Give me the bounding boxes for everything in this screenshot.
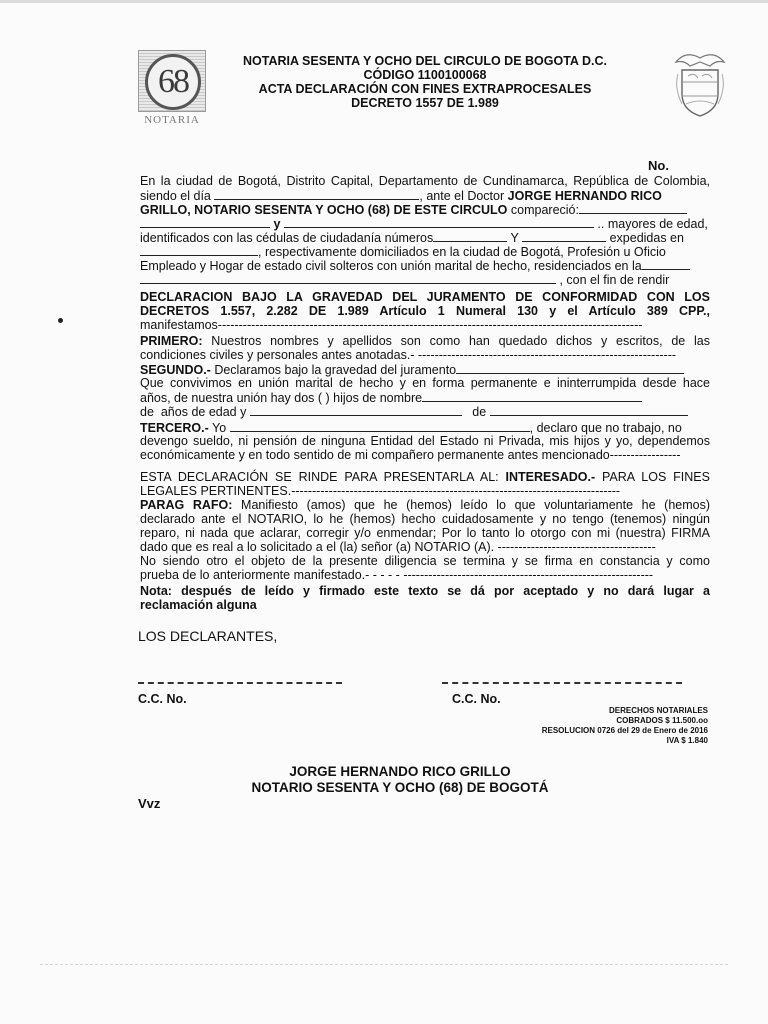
fees-block: DERECHOS NOTARIALES COBRADOS $ 11.500.oo RESOLUCION 0726 del 29 de Enero de 2016 IVA $ 1.840	[541, 706, 708, 745]
body-line: años, de nuestra unión hay dos ( ) hijos de nombre	[140, 390, 710, 405]
scan-speck	[58, 318, 63, 323]
declaration-line: DECRETOS 1.557, 2.282 DE 1.989 Artículo 1 Numeral 130 y el Artículo 389 CPP.,	[140, 304, 710, 318]
notary-name: JORGE HERNANDO RICO GRILLO	[289, 764, 511, 779]
header-line-1: NOTARIA SESENTA Y OCHO DEL CIRCULO DE BOGOTA D.C.	[243, 54, 607, 68]
body-line: Empleado y Hogar de estado civil solteros con unión marital de hecho, residenciados en la	[140, 258, 710, 273]
primero-line: PRIMERO: Nuestros nombres y apellidos son como han quedado dichos y escritos, de las	[140, 334, 710, 348]
tercero-line: TERCERO.- Yo , declaro que no trabajo, no	[140, 421, 682, 435]
body-line: identificados con las cédulas de ciudadanía números Y expedidas en	[140, 231, 684, 245]
body-line: No siendo otro el objeto de la presente diligencia se termina y se firma en constancia y como	[140, 554, 710, 568]
cc-label-left: C.C. No.	[138, 692, 187, 706]
body-line: En la ciudad de Bogotá, Distrito Capital, Departamento de Cundinamarca, República de Colombia,	[140, 174, 710, 188]
paragrafo-line: PARAG RAFO: Manifiesto (amos) que he (hemos) leído lo que voluntariamente he (hemos)	[140, 498, 710, 512]
body-line: condiciones civiles y personales antes anotadas.- --------------------------------------------------------------	[140, 348, 677, 362]
body-line: y .. mayores de edad,	[140, 216, 710, 231]
body-line: Que convivimos en unión marital de hecho y en forma permanente e ininterrumpida desde hace	[140, 376, 710, 390]
body-line: dado que es real a lo solicitado a el (la) señor (a) NOTARIO (A). --------------------------------------	[140, 540, 656, 554]
body-line: reparo, ni nada que aclarar, corregir y/o enmendar; Por lo tanto lo otorgo con mi (nuestra) FIRMA	[140, 526, 710, 540]
colombia-coat-of-arms-icon	[672, 48, 728, 120]
header-decree: DECRETO 1557 DE 1.989	[351, 96, 499, 110]
body-line: manifestamos------------------------------------------------------------------------------------------------------	[140, 318, 643, 332]
scan-edge	[0, 0, 768, 3]
body-line: GRILLO, NOTARIO SESENTA Y OCHO (68) DE ESTE CIRCULO compareció:	[140, 202, 710, 217]
body-line: siendo el día , ante el Doctor JORGE HERNANDO RICO	[140, 189, 662, 203]
document-number-label: No.	[648, 158, 669, 173]
body-line: prueba de lo anteriormente manifestado.- - - - - ------------------------------------------------------------	[140, 568, 654, 582]
esta-line: ESTA DECLARACIÓN SE RINDE PARA PRESENTARLA AL: INTERESADO.- PARA LOS FINES	[140, 470, 710, 484]
header-code: CÓDIGO 1100100068	[363, 68, 487, 82]
initials: Vvz	[138, 796, 161, 811]
cc-label-right: C.C. No.	[452, 692, 501, 706]
body-line: económicamente y en todo sentido de mi compañero permanente antes mencionado-----------------	[140, 448, 681, 462]
notaria-68-logo: 68 NOTARIA	[138, 50, 206, 122]
notary-title: NOTARIO SESENTA Y OCHO (68) DE BOGOTÁ	[251, 780, 549, 795]
scan-edge	[40, 964, 728, 965]
body-line: , con el fin de rendir	[140, 272, 710, 287]
signature-line-left	[138, 682, 342, 684]
body-line: declarado ante el NOTARIO, lo he (hemos) hecho cuidadosamente y no tengo (tenemos) ningún	[140, 512, 710, 526]
nota-line: Nota: después de leído y firmado este texto se dá por aceptado y no dará lugar a	[140, 584, 710, 598]
body-line: LEGALES PERTINENTES.-------------------------------------------------------------------------------	[140, 484, 621, 498]
segundo-line: SEGUNDO.- Declaramos bajo la gravedad del juramento	[140, 362, 710, 377]
signature-line-right	[442, 682, 682, 684]
body-line: de años de edad y de	[140, 404, 710, 419]
header-title: ACTA DECLARACIÓN CON FINES EXTRAPROCESALES	[258, 82, 592, 96]
declaration-line: DECLARACION BAJO LA GRAVEDAD DEL JURAMENTO DE CONFORMIDAD CON LOS	[140, 290, 710, 304]
body-line: devengo sueldo, ni pensión de ninguna Entidad del Estado ni Privada, mis hijos y yo, dependemos	[140, 434, 710, 448]
declarantes-heading: LOS DECLARANTES,	[138, 628, 278, 644]
nota-line: reclamación alguna	[140, 598, 257, 612]
body-line: , respectivamente domiciliados en la ciudad de Bogotá, Profesión u Oficio	[140, 244, 710, 259]
